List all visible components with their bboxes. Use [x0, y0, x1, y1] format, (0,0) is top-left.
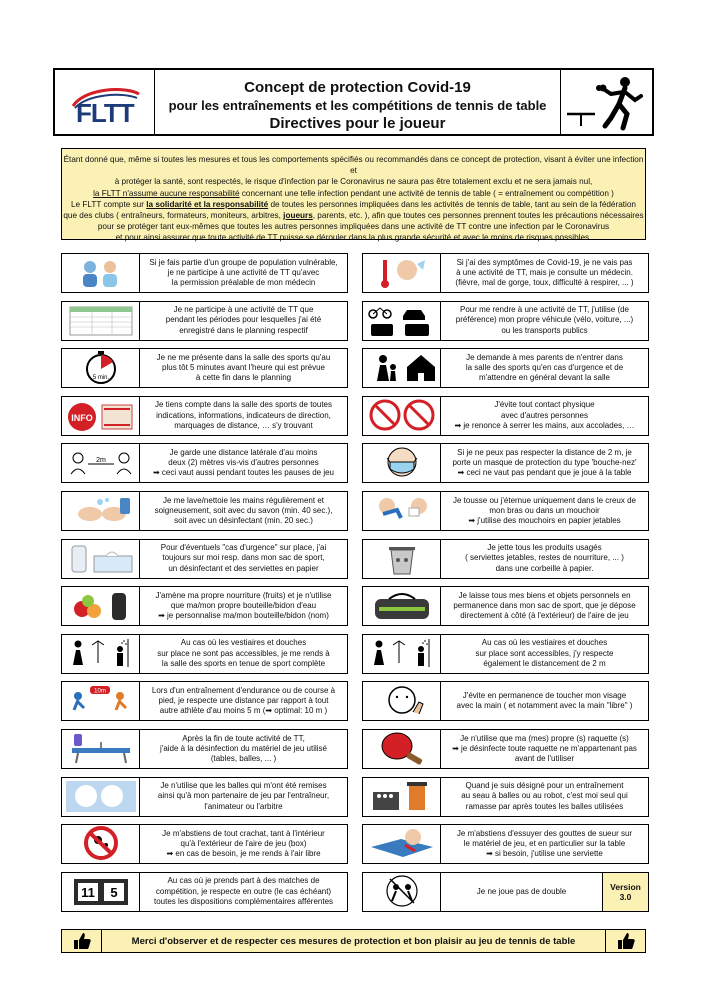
intro-disclaimer: [61, 148, 646, 243]
rule-line: à une activité de TT, mais je consulte un médecin.: [456, 267, 633, 277]
changing-room-shower-icon: [62, 635, 140, 673]
intro-underline: la solidarité et la responsabilité: [146, 199, 269, 209]
rule-line: qu'à l'extérieur de l'aire de jeu (box): [180, 839, 307, 849]
trash-bin-icon: [363, 540, 441, 578]
rule-text: [140, 302, 347, 340]
stopwatch-5min-icon: [62, 349, 140, 387]
intro-line: [62, 199, 645, 210]
rule-line: la salle des sports qu'en cas d'urgence et de: [465, 363, 624, 373]
sneezing-icon: [363, 492, 441, 530]
svg-text:11: 11: [81, 884, 95, 900]
rule-line: m'attendre en général devant la salle: [479, 373, 610, 383]
balls-icon: [62, 778, 140, 816]
rule-line: Je m'abstiens de tout crachat, tant à l'intérieur: [162, 828, 325, 838]
vehicles-icon: [363, 302, 441, 340]
rule-line: soit avec un désinfectant (min. 20 sec.): [174, 516, 313, 526]
svg-text:2m: 2m: [96, 457, 106, 465]
rule-line: Au cas où les vestiaires et douches: [481, 638, 608, 648]
rule-cell-right-8: [362, 586, 649, 626]
rule-line: ainsi qu'à mon partenaire de jeu par l'entraîneur,: [157, 791, 330, 801]
title-block: [155, 70, 560, 134]
rule-line: Je ne me présente dans la salle des sports qu'au: [156, 352, 331, 362]
rule-cell-right-5: [362, 443, 649, 483]
rule-line: enregistré dans le planning respectif: [179, 325, 308, 335]
rule-line: autre athlète d'au moins 5 m (➡ optimal: 10 m ): [159, 706, 328, 716]
rule-cell-right-6: [362, 491, 649, 531]
rule-text: [441, 349, 648, 387]
intro-line: à protéger la santé, sont respectés, le risque d'infection par le Coronavirus ne saura pas être totalement exclu et ne sera jamais nul,: [114, 177, 593, 187]
rule-cell-right-12: [362, 777, 649, 817]
rule-line: indications, informations, indicateurs de direction,: [156, 410, 331, 420]
rule-line: avec la main ( et notamment avec la main "libre" ): [456, 701, 633, 711]
hand-washing-icon: [62, 492, 140, 530]
rule-line: Au cas où les vestiaires et douches: [180, 638, 307, 648]
rule-cell-right-3: [362, 348, 649, 388]
rule-cell-right-10: [362, 681, 649, 721]
face-mask-icon: [363, 444, 441, 482]
rule-line: (tables, balles, ... ): [210, 754, 277, 764]
rule-text: [441, 587, 648, 625]
rule-line: Pour me rendre à une activité de TT, j'utilise (de: [459, 305, 630, 315]
rule-line: toutes les dispositions complémentaires afférentes: [153, 896, 334, 906]
rule-cell-left-12: [61, 777, 348, 817]
rule-line: permanence dans mon sac de sport, que je dépose: [453, 601, 636, 611]
rule-cell-left-7: [61, 539, 348, 579]
changing-room-shower-icon: [363, 635, 441, 673]
svg-text:INFO: INFO: [71, 412, 93, 423]
rule-line: Si je ne peux pas respecter la distance de 2 m, je: [457, 448, 632, 458]
intro-text: de toutes les personnes impliquées dans les activités de tennis de table, tant au sein de la fédération: [270, 199, 636, 209]
rule-line: la permission préalable de mon médecin: [171, 278, 316, 288]
logo-text: FLTT: [76, 98, 134, 128]
rule-cell-right-13: [362, 824, 649, 864]
rule-cell-left-5: [61, 443, 348, 483]
rule-text: [140, 492, 347, 530]
rule-text: [140, 682, 347, 720]
rule-cell-left-8: [61, 586, 348, 626]
rule-cell-left-10: [61, 681, 348, 721]
rule-line: Lors d'un entraînement d'endurance ou de course à: [151, 686, 336, 696]
intro-text: concernant une telle infection pendant une activité de tennis de table ( = entraînement ou compétition ): [241, 188, 614, 198]
rule-text: [441, 873, 602, 911]
rule-line: Je me lave/nettoie les mains régulièrement et: [163, 495, 324, 505]
rule-text: [140, 397, 347, 435]
rule-line: deux (2) mètres vis-vis d'autres personnes: [168, 458, 319, 468]
rule-cell-left-6: [61, 491, 348, 531]
rule-line: ramasse par après toutes les balles utilisées: [465, 801, 624, 811]
rule-cell-left-13: [61, 824, 348, 864]
intro-line: [62, 188, 645, 199]
no-spitting-icon: [62, 825, 140, 863]
disinfectant-tissues-icon: [62, 540, 140, 578]
rule-line: ou les transports publics: [501, 325, 588, 335]
rule-line: J'évite tout contact physique: [494, 400, 595, 410]
ball-robot-icon: [363, 778, 441, 816]
rule-line: plus tôt 5 minutes avant l'heure qui est prévue: [162, 363, 325, 373]
page-subtitle-2: Directives pour le joueur: [269, 115, 446, 132]
rule-text: [441, 254, 648, 292]
intro-text: , parents, etc. ), afin que toutes ces personnes prennent toutes les précautions nécessaires: [312, 211, 644, 221]
rule-cell-right-2: [362, 301, 649, 341]
rule-line: sur place sont accessibles, j'y respecte: [475, 648, 614, 658]
thumbs-up-icon: [62, 930, 102, 952]
info-signs-icon: [62, 397, 140, 435]
rule-line: Après la fin de toute activité de TT,: [182, 733, 305, 743]
rule-text: [441, 825, 648, 863]
rule-text: [140, 825, 347, 863]
rule-line: au seau à balles ou au robot, c'est moi seul qui: [461, 791, 628, 801]
sports-bag-icon: [363, 587, 441, 625]
rule-line: l'animateur ou l'arbitre: [204, 801, 283, 811]
runners-distance-icon: [62, 682, 140, 720]
rule-text: [140, 730, 347, 768]
no-sweat-wipe-icon: [363, 825, 441, 863]
intro-text: Le FLTT compte sur: [71, 199, 144, 209]
face-touch-icon: [363, 682, 441, 720]
fruit-bottle-icon: [62, 587, 140, 625]
rule-line: dans une corbeille à papier.: [495, 563, 594, 573]
intro-line: Étant donné que, même si toutes les mesures et tous les comportements spécifiés ou recommandés dans ce concept de protection, visant à éviter une infection et: [63, 155, 644, 176]
rule-text: [441, 778, 648, 816]
intro-text: que des clubs ( entraîneurs, formateurs, moniteurs, arbitres,: [63, 211, 281, 221]
racket-icon: [363, 730, 441, 768]
version-badge: [602, 873, 648, 911]
rule-text: [140, 444, 347, 482]
document-header: [53, 68, 654, 136]
distance-2m-icon: [62, 444, 140, 482]
group-people-icon: [62, 254, 140, 292]
rule-line: Je n'utilise que ma (mes) propre (s) raquette (s): [460, 733, 629, 743]
rule-line: ➡ en cas de besoin, je me rends à l'air libre: [166, 849, 321, 859]
rule-line: Pour d'éventuels "cas d'urgence" sur place, j'ai: [160, 543, 327, 553]
rule-text: [441, 730, 648, 768]
rule-cell-right-14: [362, 872, 649, 912]
rule-line: la salle des sports en tenue de sport complète: [161, 658, 326, 668]
rule-line: Si je fais partie d'un groupe de population vulnérable,: [149, 257, 338, 267]
no-contact-icon: [363, 397, 441, 435]
rule-cell-right-1: [362, 253, 649, 293]
svg-text:5 min.: 5 min.: [92, 375, 110, 382]
rule-text: [140, 778, 347, 816]
svg-text:10m: 10m: [94, 688, 106, 695]
rule-line: ➡ je renonce à serrer les mains, aux accolades, …: [454, 420, 635, 430]
thumbs-up-icon: [605, 930, 645, 952]
rule-line: compétition, je respecte en outre (le cas échéant): [155, 886, 332, 896]
rule-line: toujours sur moi resp. dans mon sac de sport,: [162, 553, 325, 563]
page-subtitle: pour les entraînements et les compétitions de tennis de table: [168, 98, 547, 113]
rule-line: avec d'autres personnes: [501, 410, 588, 420]
rule-line: pied, je respecte une distance par rapport à tout: [158, 696, 329, 706]
rule-line: ( serviettes jetables, restes de nourriture, ... ): [465, 553, 624, 563]
rule-line: Au cas où je prends part à des matches de: [167, 876, 320, 886]
rule-text: [140, 254, 347, 292]
no-doubles-icon: [363, 873, 441, 911]
rule-line: avant de l'utiliser: [514, 754, 575, 764]
rule-line: Je tiens compte dans la salle des sports de toutes: [155, 400, 332, 410]
rule-cell-left-3: [61, 348, 348, 388]
rule-text: [140, 873, 347, 911]
version-label: Version: [610, 881, 641, 892]
rule-line: porte un masque de protection du type 'bouche-nez': [452, 458, 637, 468]
rule-text: [441, 682, 648, 720]
sick-person-icon: [363, 254, 441, 292]
rule-line: pendant les périodes pour lesquelles j'ai été: [165, 315, 322, 325]
rule-text: [441, 302, 648, 340]
intro-underline: la FLTT n'assume aucune responsabilité: [93, 188, 240, 198]
rule-line: soigneusement, soit avec du savon (min. 40 sec.),: [154, 505, 333, 515]
planning-sheet-icon: [62, 302, 140, 340]
fltt-logo: [55, 70, 155, 134]
rule-cell-left-1: [61, 253, 348, 293]
rule-line: Je tousse ou j'éternue uniquement dans le creux de: [453, 495, 636, 505]
rule-cell-right-7: [362, 539, 649, 579]
intro-line: [62, 210, 645, 221]
rule-line: que ma/mon propre bouteille/bidon d'eau: [170, 601, 317, 611]
rule-cell-left-14: [61, 872, 348, 912]
rule-line: Je n'utilise que les balles qui m'ont été remises: [160, 781, 327, 791]
scoreboard-icon: [62, 873, 140, 911]
rule-line: marquages de distance, … s'y trouvant: [174, 420, 313, 430]
rule-line: ➡ je désinfecte toute raquette ne m'appartenant pas: [452, 743, 637, 753]
rule-line: je ne participe à une activité de TT qu'avec: [167, 267, 320, 277]
rule-line: Je demande à mes parents de n'entrer dans: [466, 352, 623, 362]
footer-text: Merci d'observer et de respecter ces mesures de protection et bon plaisir au jeu de tennis de table: [131, 935, 576, 947]
rule-text: [441, 397, 648, 435]
intro-line: pour se protéger tant eux-mêmes que toutes les autres personnes impliquées dans une activité de TT contre une infection par le Coronavirus: [97, 222, 610, 232]
intro-line: et pour ainsi assurer que toute activité de TT puisse se dérouler dans la plus grande sécurité et avec le moins de risques possibles.: [115, 233, 592, 243]
rule-text: [140, 540, 347, 578]
rule-cell-right-9: [362, 634, 649, 674]
rule-text: [441, 492, 648, 530]
rule-line: un désinfectant et des serviettes en papier: [168, 563, 319, 573]
rule-line: sur place ne sont pas accessibles, je me rends à: [157, 648, 330, 658]
rule-line: Si j'ai des symptômes de Covid-19, je ne vais pas: [456, 257, 633, 267]
rule-line: également le distancement de 2 m: [483, 658, 606, 668]
rule-line: le matériel de jeu, et en particulier sur la table: [463, 839, 626, 849]
rule-line: j'aide à la désinfection du matériel de jeu utilisé: [160, 743, 327, 753]
rule-line: mon bras ou dans un mouchoir: [489, 505, 600, 515]
rule-line: Je ne joue pas de double: [476, 886, 567, 896]
intro-underline: joueurs: [283, 211, 313, 221]
rule-text: [441, 540, 648, 578]
rule-line: Je garde une distance latérale d'au moins: [169, 448, 318, 458]
rule-line: Je ne participe à une activité de TT que: [173, 305, 314, 315]
rule-line: ➡ si besoin, j'utilise une serviette: [486, 849, 603, 859]
rule-line: à cette fin dans le planning: [195, 373, 292, 383]
rule-text: [441, 635, 648, 673]
rule-text: [140, 635, 347, 673]
rule-line: J'amène ma propre nourriture (fruits) et je n'utilise: [155, 590, 332, 600]
rule-text: [140, 349, 347, 387]
footer-bar: [61, 929, 646, 953]
table-tennis-player-icon: [560, 70, 652, 134]
rule-line: ➡ j'utilise des mouchoirs en papier jetables: [468, 516, 621, 526]
rule-cell-left-2: [61, 301, 348, 341]
rule-text: [441, 444, 648, 482]
rule-cell-left-11: [61, 729, 348, 769]
table-disinfection-icon: [62, 730, 140, 768]
rule-cell-right-4: [362, 396, 649, 436]
parents-house-icon: [363, 349, 441, 387]
rule-line: J'évite en permanence de toucher mon visage: [462, 691, 627, 701]
svg-text:5: 5: [110, 884, 118, 900]
rule-line: ➡ je personnalise ma/mon bouteille/bidon (nom): [158, 611, 329, 621]
rule-cell-right-11: [362, 729, 649, 769]
rule-line: (fièvre, mal de gorge, toux, difficulté à respirer, ... ): [455, 278, 634, 288]
rule-line: directement à côté (à l'extérieur) de l'aire de jeu: [460, 611, 629, 621]
rule-line: préférence) mon propre véhicule (vélo, voiture, ...): [455, 315, 634, 325]
rule-line: Je laisse tous mes biens et objets personnels en: [458, 590, 631, 600]
rule-line: Je m'abstiens d'essuyer des gouttes de sueur sur: [456, 828, 633, 838]
version-number: 3.0: [619, 891, 632, 902]
rule-cell-left-4: [61, 396, 348, 436]
rule-line: Quand je suis désigné pour un entraînement: [465, 781, 624, 791]
rule-line: ➡ ceci vaut aussi pendant toutes les pauses de jeu: [152, 468, 335, 478]
rule-text: [140, 587, 347, 625]
page-title: Concept de protection Covid-19: [244, 79, 471, 96]
rule-line: ➡ ceci ne vaut pas pendant que je joue à la table: [457, 468, 632, 478]
rule-line: Je jette tous les produits usagés: [487, 543, 602, 553]
rule-cell-left-9: [61, 634, 348, 674]
